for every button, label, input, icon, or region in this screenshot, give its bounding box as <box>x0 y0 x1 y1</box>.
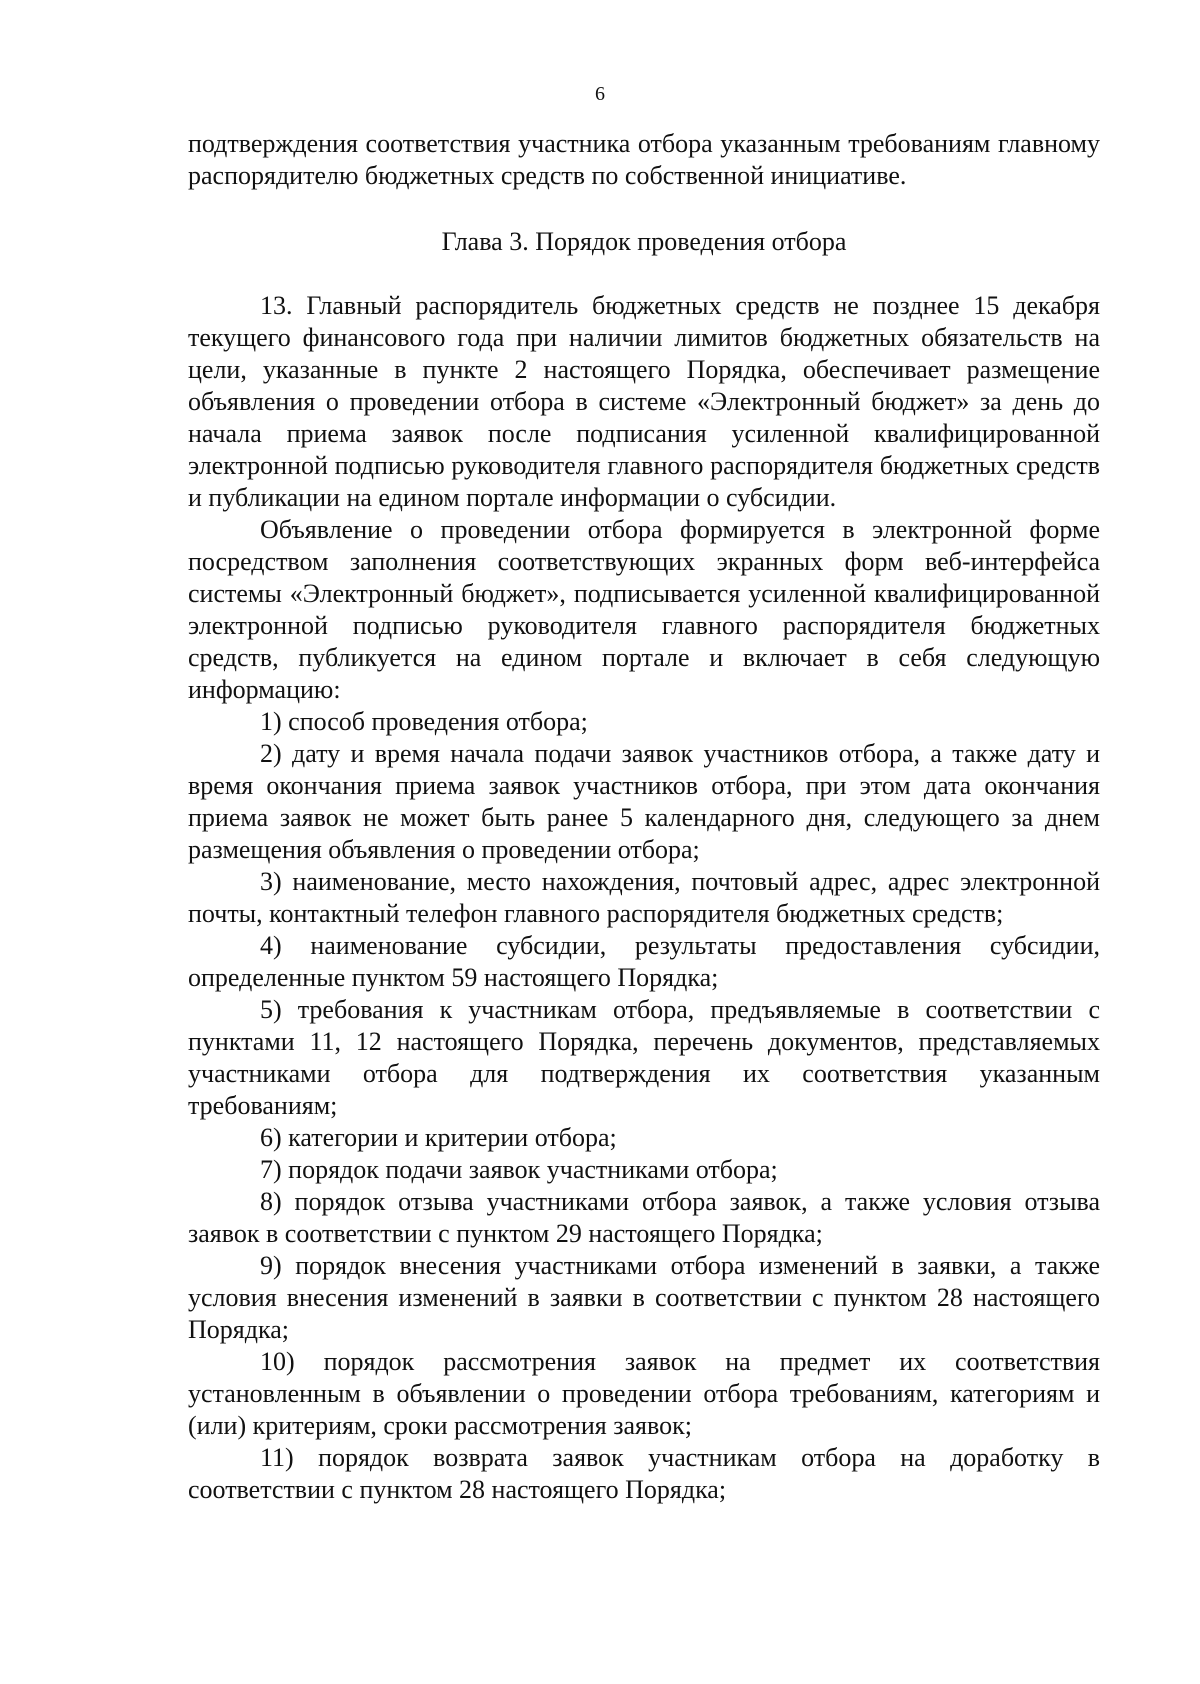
list-item-5: 5) требования к участникам отбора, предъявляемые в соответствии с пунктами 11, 12 настоящего Порядка, перечень документов, представляемых участниками отбора для подтверждения их соответствия указанным требованиям; <box>188 995 1100 1120</box>
chapter-title: Глава 3. Порядок проведения отбора <box>441 227 847 256</box>
list-item-2: 2) дату и время начала подачи заявок участников отбора, а также дату и время окончания приема заявок участников отбора, при этом дата окончания приема заявок не может быть ранее 5 календарного дня, следующего за днем размещения объявления о проведении отбора; <box>188 739 1100 864</box>
list-item-4: 4) наименование субсидии, результаты предоставления субсидии, определенные пунктом 59 настоящего Порядка; <box>188 931 1100 992</box>
list-item-1: 1) способ проведения отбора; <box>260 707 588 736</box>
list-item-7: 7) порядок подачи заявок участниками отбора; <box>260 1155 778 1184</box>
paragraph-13: 13. Главный распорядитель бюджетных средств не позднее 15 декабря текущего финансового года при наличии лимитов бюджетных обязательств на цели, указанные в пункте 2 настоящего Порядка, обеспечивает размещение объявления о проведении отбора в системе «Электронный бюджет» за день до начала приема заявок после подписания усиленной квалифицированной электронной подписью руководителя главного распорядителя бюджетных средств и публикации на едином портале информации о субсидии. <box>188 291 1100 512</box>
page-number: 6 <box>595 83 605 105</box>
document-body <box>188 128 1100 1506</box>
list-item-8: 8) порядок отзыва участниками отбора заявок, а также условия отзыва заявок в соответствии с пунктом 29 настоящего Порядка; <box>188 1187 1100 1248</box>
list-item-10: 10) порядок рассмотрения заявок на предмет их соответствия установленным в объявлении о проведении отбора требованиям, категориям и (или) критериям, сроки рассмотрения заявок; <box>188 1347 1100 1440</box>
list-item-11: 11) порядок возврата заявок участникам отбора на доработку в соответствии с пунктом 28 настоящего Порядка; <box>188 1443 1100 1504</box>
list-item-6: 6) категории и критерии отбора; <box>260 1123 617 1152</box>
list-item-3: 3) наименование, место нахождения, почтовый адрес, адрес электронной почты, контактный телефон главного распорядителя бюджетных средств; <box>188 867 1100 928</box>
paragraph-announcement: Объявление о проведении отбора формируется в электронной форме посредством заполнения соответствующих экранных форм веб-интерфейса системы «Электронный бюджет», подписывается усиленной квалифицированной электронной подписью руководителя главного распорядителя бюджетных средств, публикуется на едином портале и включает в себя следующую информацию: <box>188 515 1100 704</box>
continuation-paragraph: подтверждения соответствия участника отбора указанным требованиям главному распорядителю бюджетных средств по собственной инициативе. <box>188 129 1100 190</box>
list-item-9: 9) порядок внесения участниками отбора изменений в заявки, а также условия внесения изменений в заявки в соответствии с пунктом 28 настоящего Порядка; <box>188 1251 1100 1344</box>
